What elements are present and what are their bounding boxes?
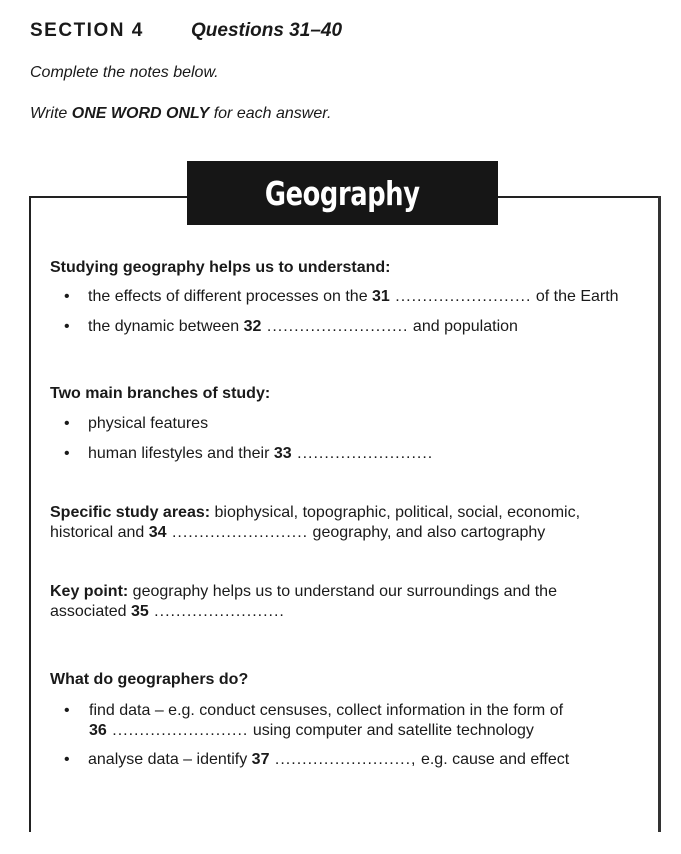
bullet: • xyxy=(64,702,70,719)
bullet: • xyxy=(64,751,70,768)
answer-gap-32[interactable]: .......................... xyxy=(261,318,409,335)
list-item-dynamic: • the dynamic between 32 .......................... and population xyxy=(64,318,518,335)
frame-top-right-border xyxy=(498,196,660,198)
bullet: • xyxy=(64,288,70,305)
question-number-32: 32 xyxy=(243,318,262,335)
branches-heading: Two main branches of study: xyxy=(50,385,271,402)
list-item-human: • human lifestyles and their 33 ......................... xyxy=(64,445,434,462)
understand-heading: Studying geography helps us to understand: xyxy=(50,259,391,276)
questions-range: Questions 31–40 xyxy=(191,20,343,41)
geographers-heading: What do geographers do? xyxy=(50,671,249,688)
notes-title-banner xyxy=(187,161,498,225)
answer-gap-33[interactable]: ......................... xyxy=(291,445,434,462)
question-number-35: 35 xyxy=(130,603,149,620)
question-number-33: 33 xyxy=(273,445,292,462)
bullet: • xyxy=(64,445,70,462)
question-number-37: 37 xyxy=(251,751,270,768)
question-number-31: 31 xyxy=(372,288,390,305)
list-item-effects: • the effects of different processes on the 31 ......................... of the Earth xyxy=(64,288,619,305)
notes-title: Geography xyxy=(265,173,420,213)
question-number-34: 34 xyxy=(148,524,167,541)
instruction-complete: Complete the notes below. xyxy=(30,64,219,81)
list-item-find-data: • find data – e.g. conduct censuses, collect information in the form of 36 ......................... using computer and satellite technology xyxy=(64,702,564,739)
study-areas-label: Specific study areas: xyxy=(50,504,211,521)
instruction-prefix: Write xyxy=(30,105,72,122)
answer-gap-34[interactable]: ......................... xyxy=(166,524,309,541)
frame-right-border xyxy=(658,196,661,832)
bullet: • xyxy=(64,318,70,335)
answer-gap-36[interactable]: ......................... xyxy=(106,722,249,739)
key-point-label: Key point: xyxy=(50,583,129,600)
instruction-word-limit xyxy=(30,105,331,123)
answer-gap-35[interactable]: ........................ xyxy=(148,603,285,620)
frame-left-border xyxy=(29,196,31,832)
list-item-physical: • physical features xyxy=(64,415,209,432)
bullet: • xyxy=(64,415,70,432)
word-limit-emphasis: ONE WORD ONLY xyxy=(71,105,210,122)
section-heading: SECTION 4 xyxy=(30,20,144,41)
answer-gap-31[interactable]: ......................... xyxy=(389,288,532,305)
answer-gap-37[interactable]: ........................., xyxy=(269,751,417,768)
key-point-paragraph: Key point: geography helps us to understand our surroundings and the associated 35 ........................ xyxy=(50,583,557,620)
question-number-36: 36 xyxy=(89,722,107,739)
instruction-suffix: for each answer. xyxy=(209,105,332,122)
study-areas-paragraph: Specific study areas: biophysical, topographic, political, social, economic, historical and 34 ......................... geography, and also cartography xyxy=(50,504,581,541)
frame-top-left-border xyxy=(29,196,187,198)
list-item-analyse-data: • analyse data – identify 37 ........................., e.g. cause and effect xyxy=(64,751,570,768)
